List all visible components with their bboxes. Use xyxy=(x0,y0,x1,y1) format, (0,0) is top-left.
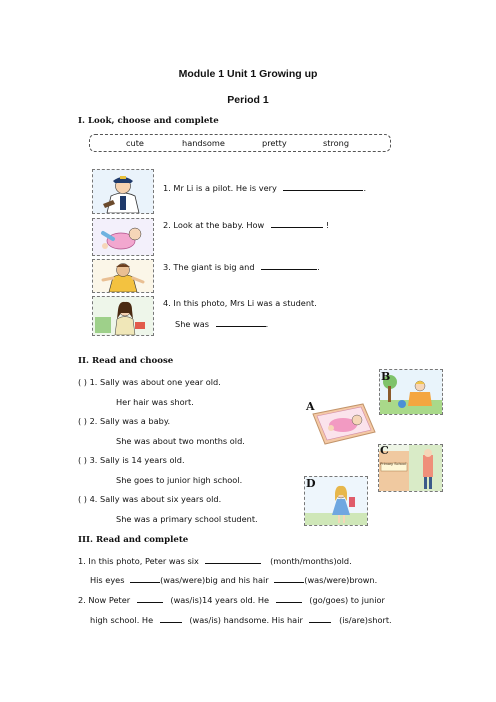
word-option: cute xyxy=(126,138,144,148)
answer-blank[interactable] xyxy=(216,318,266,327)
answer-blank[interactable] xyxy=(309,614,331,623)
word-option: strong xyxy=(323,138,350,148)
complete-line-1 xyxy=(78,555,352,566)
choice-1: ( ) 1. Sally was about one year old. xyxy=(78,377,221,387)
choice-4-detail: She was a primary school student. xyxy=(116,514,258,524)
answer-blank[interactable] xyxy=(137,594,163,603)
question-text: 2. Look at the baby. How xyxy=(163,220,265,230)
sentence-text: (month/months)old. xyxy=(270,556,352,566)
section-2-heading: II. Read and choose xyxy=(78,356,174,366)
complete-line-3 xyxy=(78,594,385,605)
choice-4: ( ) 4. Sally was about six years old. xyxy=(78,494,222,504)
question-text: 1. Mr Li is a pilot. He is very xyxy=(163,183,277,193)
school-sign: Primary School xyxy=(380,462,406,466)
sentence-text: His eyes xyxy=(90,575,125,585)
sentence-text: (was/were)brown. xyxy=(304,575,378,585)
label-d: D xyxy=(306,477,316,490)
label-c: C xyxy=(380,444,389,457)
word-box xyxy=(89,134,391,152)
complete-line-2 xyxy=(90,574,377,585)
student-photo-image xyxy=(92,296,154,336)
question-3 xyxy=(163,261,320,272)
sentence-text: (was/were)big and his hair xyxy=(160,575,269,585)
choice-3-detail: She goes to junior high school. xyxy=(116,475,243,485)
page-subtitle: Period 1 xyxy=(227,94,269,106)
punctuation: . xyxy=(265,319,269,329)
punctuation: ! xyxy=(325,220,330,230)
punctuation: . xyxy=(317,262,320,272)
picture-a-baby xyxy=(305,392,380,450)
sentence-text: high school. He xyxy=(90,615,154,625)
label-b: B xyxy=(381,370,391,383)
giant-image xyxy=(92,259,154,293)
sentence-text: (is/are)short. xyxy=(339,615,392,625)
question-1 xyxy=(163,182,366,193)
question-2 xyxy=(163,219,329,230)
question-text: 3. The giant is big and xyxy=(163,262,255,272)
complete-line-4 xyxy=(90,614,392,625)
punctuation: . xyxy=(363,183,367,193)
word-option: handsome xyxy=(182,138,225,148)
section-3-heading: III. Read and complete xyxy=(78,535,189,545)
page-title: Module 1 Unit 1 Growing up xyxy=(178,68,318,80)
choice-1-detail: Her hair was short. xyxy=(116,397,194,407)
choice-2: ( ) 2. Sally was a baby. xyxy=(78,416,171,426)
question-4-line-2 xyxy=(175,318,268,329)
answer-blank[interactable] xyxy=(205,555,261,564)
section-1-heading: I. Look, choose and complete xyxy=(78,116,219,126)
answer-blank[interactable] xyxy=(160,614,182,623)
choice-3: ( ) 3. Sally is 14 years old. xyxy=(78,455,185,465)
sentence-text: 1. In this photo, Peter was six xyxy=(78,556,199,566)
question-4 xyxy=(163,298,317,308)
answer-blank[interactable] xyxy=(271,219,323,228)
answer-blank[interactable] xyxy=(276,594,302,603)
answer-blank[interactable] xyxy=(283,182,363,191)
baby-image xyxy=(92,218,154,256)
pilot-image xyxy=(92,169,154,214)
question-text: She was xyxy=(175,319,210,329)
sentence-text: 2. Now Peter xyxy=(78,595,131,605)
question-text: 4. In this photo, Mrs Li was a student. xyxy=(163,298,317,308)
answer-blank[interactable] xyxy=(274,574,304,583)
word-option: pretty xyxy=(262,138,287,148)
sentence-text: (was/is) handsome. His hair xyxy=(189,615,303,625)
answer-blank[interactable] xyxy=(130,574,160,583)
label-a: A xyxy=(306,400,315,413)
sentence-text: (was/is)14 years old. He xyxy=(170,595,270,605)
answer-blank[interactable] xyxy=(261,261,317,270)
sentence-text: (go/goes) to junior xyxy=(309,595,385,605)
choice-2-detail: She was about two months old. xyxy=(116,436,245,446)
